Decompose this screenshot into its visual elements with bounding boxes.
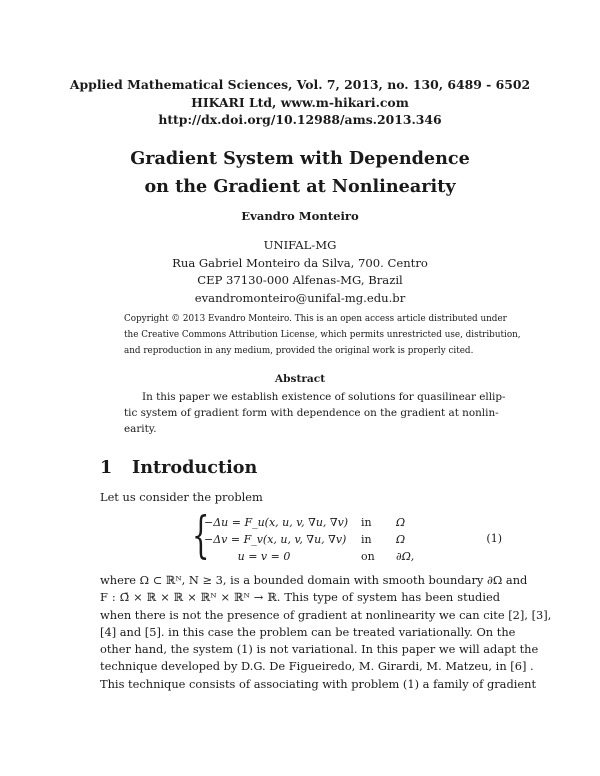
equation-number: (1) <box>486 532 502 545</box>
section-number: 1 <box>100 457 113 478</box>
paragraph-line-3: when there is not the presence of gradient at nonlinearity we can cite [2], [3], <box>100 607 552 622</box>
paragraph-line-6: technique developed by D.G. De Figueiredo, M. Girardi, M. Matzeu, in [6] . <box>100 659 534 674</box>
copyright-notice <box>124 311 521 359</box>
journal-header <box>0 76 600 129</box>
affiliation <box>0 237 600 307</box>
title-line-1: Gradient System with Dependence <box>130 148 470 169</box>
equation-3-domain: ∂Ω, <box>396 550 415 563</box>
title-line-2: on the Gradient at Nonlinearity <box>144 176 456 197</box>
paper-title <box>0 145 600 201</box>
abstract-line-1: In this paper we establish existence of solutions for quasilinear ellip- <box>142 391 506 403</box>
copyright-line-2: the Creative Commons Attribution License, which permits unrestricted use, distribution, <box>124 330 521 340</box>
abstract-line-2: tic system of gradient form with dependence on the gradient at nonlin- <box>124 407 499 419</box>
copyright-line-3: and reproduction in any medium, provided the original work is properly cited. <box>124 346 474 356</box>
journal-citation: Applied Mathematical Sciences, Vol. 7, 2013, no. 130, 6489 - 6502 <box>69 77 531 92</box>
abstract-heading: Abstract <box>274 373 326 385</box>
affiliation-institution: UNIFAL-MG <box>263 238 337 252</box>
author-name: Evandro Monteiro <box>241 209 359 223</box>
equation-2-domain: Ω <box>396 533 406 546</box>
paragraph-line-2: F : Ω̄ × ℝ × ℝ × ℝᴺ × ℝᴺ → ℝ. This type of system has been studied <box>100 590 500 605</box>
author-email[interactable]: evandromonteiro@unifal-mg.edu.br <box>194 290 406 305</box>
affiliation-street: Rua Gabriel Monteiro da Silva, 700. Centro <box>172 255 428 270</box>
intro-sentence <box>100 489 500 506</box>
equation-system <box>192 506 502 567</box>
abstract-line-3: earity. <box>124 423 157 435</box>
abstract-body <box>124 389 506 437</box>
equation-brace: { <box>192 506 210 564</box>
paragraph-line-4: [4] and [5]. in this case the problem can be treated variationally. On the <box>100 624 516 639</box>
intro-sentence-text: Let us consider the problem <box>100 490 263 504</box>
equation-3-on: on <box>361 550 375 563</box>
equation-row-1 <box>204 516 405 532</box>
equation-row-3 <box>204 550 414 566</box>
equation-1-lhs: −Δu = F_u(x, u, v, ∇u, ∇v) <box>204 516 349 529</box>
section-title: Introduction <box>132 457 258 478</box>
publisher-line: HIKARI Ltd, www.m-hikari.com <box>191 94 409 110</box>
equation-2-lhs: −Δv = F_v(x, u, v, ∇u, ∇v) <box>204 533 347 546</box>
equation-3-lhs: u = v = 0 <box>237 550 291 563</box>
equation-2-in: in <box>361 533 372 546</box>
intro-paragraph <box>100 572 552 693</box>
section-heading <box>100 457 257 478</box>
doi-link[interactable]: http://dx.doi.org/10.12988/ams.2013.346 <box>158 112 442 127</box>
affiliation-city: CEP 37130-000 Alfenas-MG, Brazil <box>197 273 403 287</box>
equation-row-2 <box>204 533 405 549</box>
paragraph-line-5: other hand, the system (1) is not variational. In this paper we will adapt the <box>100 642 539 657</box>
copyright-line-1: Copyright © 2013 Evandro Monteiro. This is an open access article distributed under <box>124 314 507 324</box>
equation-1-in: in <box>361 516 372 529</box>
equation-1-domain: Ω <box>396 516 406 529</box>
paragraph-line-7: This technique consists of associating with problem (1) a family of gradient <box>100 676 537 691</box>
paragraph-line-1: where Ω ⊂ ℝᴺ, N ≥ 3, is a bounded domain with smooth boundary ∂Ω and <box>100 573 528 587</box>
